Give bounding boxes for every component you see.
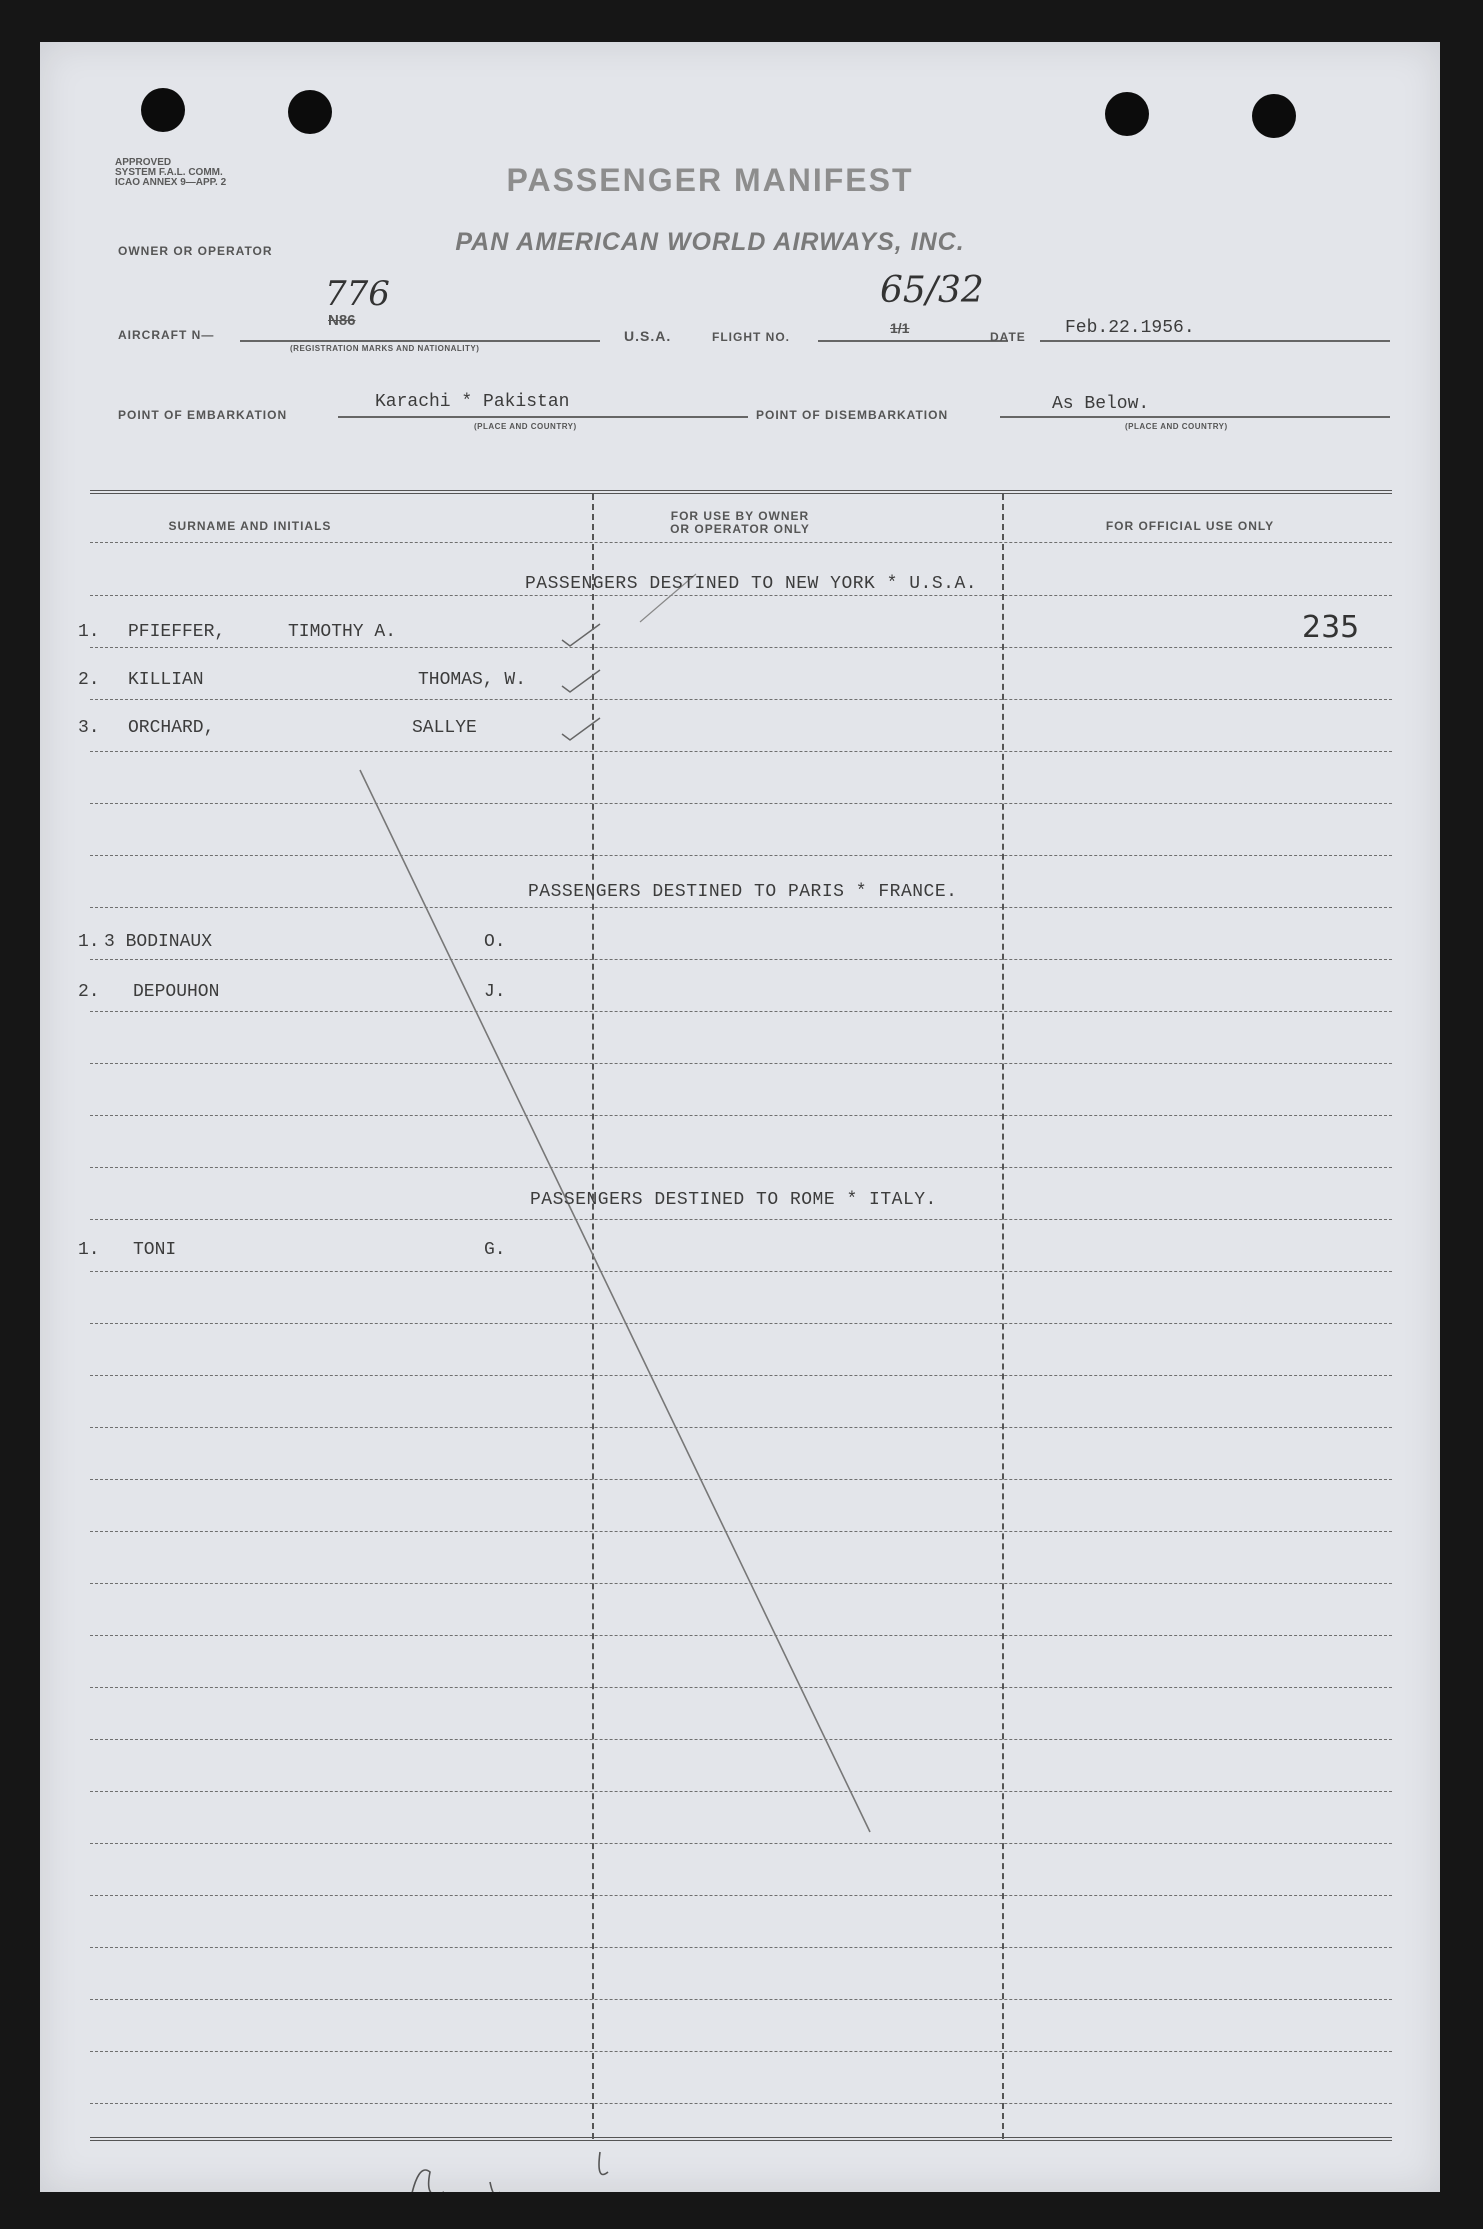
signature-scrawl [410,2152,608,2192]
passenger-surname: ORCHARD, [128,718,215,738]
check-mark-1 [562,624,600,646]
disembark-note: (PLACE AND COUNTRY) [1125,422,1228,431]
group-heading: PASSENGERS DESTINED TO PARIS * FRANCE. [528,882,958,902]
flight-struck: 1/1 [890,320,910,336]
check-mark-2 [562,670,600,692]
check-mark-3 [562,718,600,740]
passenger-surname: PFIEFFER, [128,622,226,642]
aircraft-number: 776 [325,274,390,314]
flight-number: 65/32 [880,270,984,311]
passenger-number: 3. [78,718,100,738]
usa-label: U.S.A. [624,328,672,344]
passenger-initials: G. [484,1240,506,1260]
passenger-initials: O. [484,932,506,952]
approval-line: ICAO ANNEX 9—APP. 2 [115,177,227,188]
date-label: DATE [990,330,1026,344]
passenger-surname: 3 BODINAUX [104,932,213,952]
passenger-number: 1. [78,622,100,642]
passenger-surname: KILLIAN [128,670,204,690]
pencil-marks [40,42,1440,2192]
flight-date: Feb.22.1956. [1065,318,1195,338]
embark-note: (PLACE AND COUNTRY) [474,422,577,431]
column-header-official: FOR OFFICIAL USE ONLY [1105,519,1275,533]
aircraft-label: AIRCRAFT N— [118,328,215,342]
group-heading: PASSENGERS DESTINED TO ROME * ITALY. [530,1190,937,1210]
manifest-page [40,42,1440,2192]
passenger-number: 2. [78,670,100,690]
column-header-surname: SURNAME AND INITIALS [168,519,332,533]
flight-label: FLIGHT NO. [712,330,790,344]
company-name: PAN AMERICAN WORLD AIRWAYS, INC. [455,228,965,256]
passenger-number: 1. [78,1240,100,1260]
passenger-initials: J. [484,982,506,1002]
passenger-initials: TIMOTHY A. [288,622,397,642]
registration-note: (REGISTRATION MARKS AND NATIONALITY) [290,344,480,353]
page-title: PASSENGER MANIFEST [506,162,914,198]
passenger-number: 2. [78,982,100,1002]
passenger-surname: TONI [133,1240,177,1260]
passenger-number: 1. [78,932,100,952]
passenger-surname: DEPOUHON [133,982,220,1002]
column-header-owner: FOR USE BY OWNER OR OPERATOR ONLY [670,509,810,536]
aircraft-struck: N86 [328,312,356,329]
official-number: 235 [1302,610,1360,645]
passenger-initials: THOMAS, W. [418,670,527,690]
embark-value: Karachi * Pakistan [375,392,570,412]
group-heading: PASSENGERS DESTINED TO NEW YORK * U.S.A. [525,574,978,594]
passenger-initials: SALLYE [412,718,477,738]
disembark-value: As Below. [1052,394,1150,414]
owner-label: OWNER OR OPERATOR [118,244,273,258]
embark-label: POINT OF EMBARKATION [118,408,288,422]
approval-line: SYSTEM F.A.L. COMM. [115,167,223,178]
disembark-label: POINT OF DISEMBARKATION [756,408,949,422]
approval-line: APPROVED [115,157,172,168]
diagonal-pencil-line [360,770,870,1832]
